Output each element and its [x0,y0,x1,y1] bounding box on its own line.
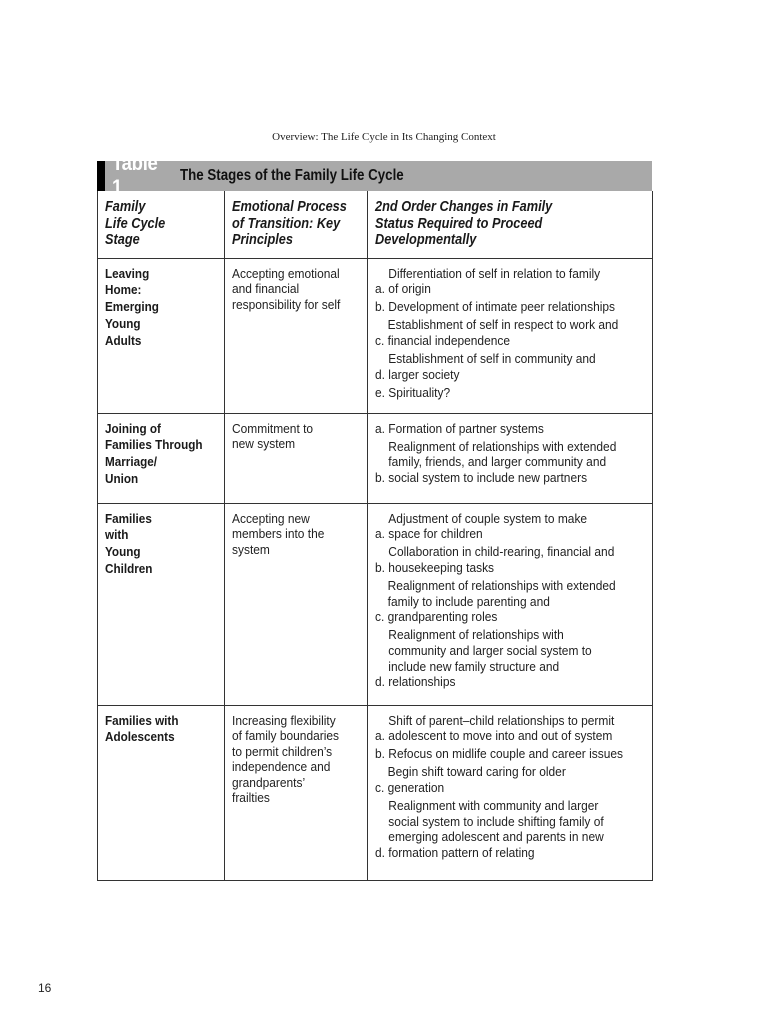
list-item: b. Collaboration in child-rearing, financial and housekeeping tasks [375,544,615,575]
running-head: Overview: The Life Cycle in Its Changing Context [272,131,496,143]
emotional-process-cell: Increasing flexibility of family boundaries to permit children’s independence and grandparents’ frailties [225,705,368,880]
column-header-stage: Family Life Cycle Stage [98,191,225,258]
page-number: 16 [38,981,52,995]
stage-cell: Leaving Home: Emerging Young Adults [98,258,225,413]
changes-cell [368,503,653,705]
list-item: d. Establishment of self in community and larger society [375,351,596,382]
table-number: Table 1 [112,152,158,199]
table-row [98,705,653,880]
list-item: a. Differentiation of self in relation to family of origin [375,265,601,297]
list-item: c. Establishment of self in respect to work and financial independence [375,317,619,349]
column-header-emotional-process: Emotional Process of Transition: Key Principles [225,191,368,258]
list-item: d. Realignment of relationships with community and larger social system to include new family structure and relationships [375,627,592,690]
list-item: b. Development of intimate peer relationships [375,299,616,315]
stage-cell: Joining of Families Through Marriage/ Union [98,413,225,503]
list-item: a. Formation of partner systems [375,420,544,436]
changes-cell [368,258,653,413]
list-item: b. Realignment of relationships with extended family, friends, and larger community and social system to include new partners [375,438,617,485]
emotional-process-cell: Commitment to new system [225,413,368,503]
table-caption-bar [97,152,652,199]
stages-table [97,191,653,881]
stage-cell: Families with Young Children [98,503,225,705]
changes-cell [368,705,653,880]
table-row [98,258,653,413]
list-item: b. Refocus on midlife couple and career issues [375,746,623,762]
list-item: d. Realignment with community and larger social system to include shifting family of emerging adolescent and parents in new formation pattern of relating [375,798,604,861]
list-item: a. Shift of parent–child relationships to permit adolescent to move into and out of system [375,712,615,744]
header-row [98,191,653,258]
life-cycle-table [97,152,652,881]
changes-cell [368,413,653,503]
table-title: The Stages of the Family Life Cycle [180,167,404,184]
table-row [98,413,653,503]
table-row [98,503,653,705]
list-item: e. Spirituality? [375,385,451,401]
emotional-process-cell: Accepting new members into the system [225,503,368,705]
list-item: a. Adjustment of couple system to make space for children [375,510,588,542]
emotional-process-cell: Accepting emotional and financial responsibility for self [225,258,368,413]
stage-cell: Families with Adolescents [98,705,225,880]
list-item: c. Realignment of relationships with extended family to include parenting and grandparenting roles [375,578,616,625]
column-header-second-order-changes: 2nd Order Changes in Family Status Required to Proceed Developmentally [368,191,653,258]
list-item: c. Begin shift toward caring for older generation [375,764,566,796]
